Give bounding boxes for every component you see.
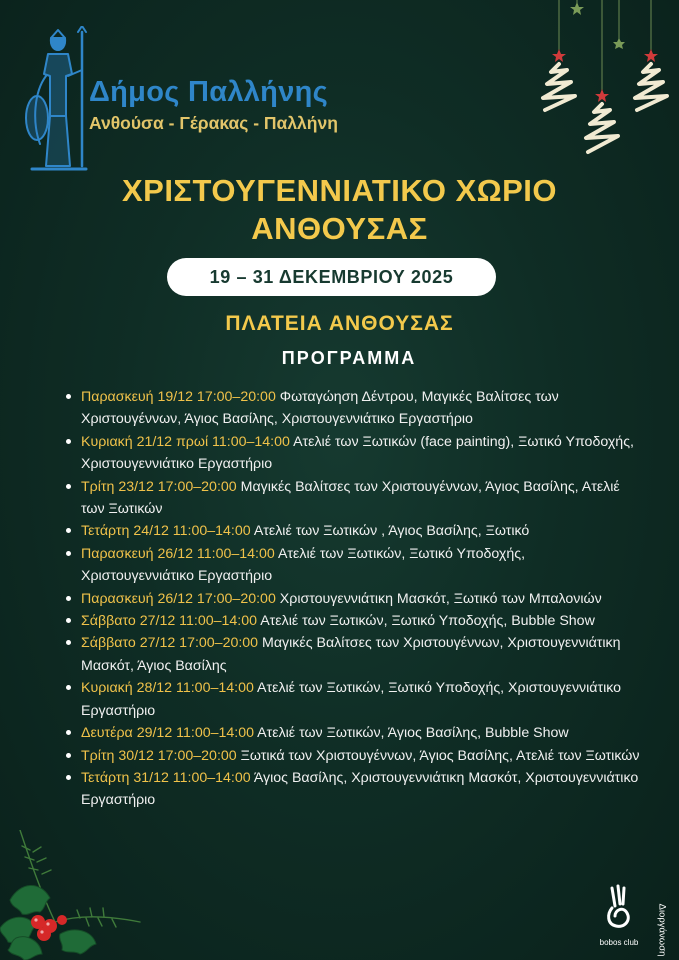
- list-item: [66, 520, 641, 542]
- schedule-when: Παρασκευή 26/12 17:00–20:00: [81, 590, 276, 607]
- schedule-activities: Ξωτικά των Χριστουγέννων, Άγιος Βασίλης, Ατελιέ των Ξωτικών: [240, 747, 640, 764]
- schedule-activities: Ατελιέ των Ξωτικών, Ξωτικό Υποδοχής, Bubble Show: [260, 613, 595, 630]
- holly-berries-icon: [0, 830, 150, 960]
- municipality-districts: Ανθούσα - Γέρακας - Παλλήνη: [89, 113, 338, 133]
- sponsor-name: bobos club: [599, 938, 639, 947]
- schedule-when: Τρίτη 23/12 17:00–20:00: [81, 478, 237, 495]
- event-title-line2: ΑΝΘΟΥΣΑΣ: [251, 211, 428, 246]
- schedule-activities: Ατελιέ των Ξωτικών, Ξωτικό Υποδοχής, Χριστουγεννιάτικο Εργαστήριο: [81, 680, 622, 719]
- municipality-logo: [89, 78, 338, 133]
- event-dates: 19 – 31 ΔΕΚΕΜΒΡΙΟΥ 2025: [209, 266, 454, 287]
- municipality-name: Δήμος Παλλήνης: [89, 76, 329, 108]
- schedule-activities: Ατελιέ των Ξωτικών (face painting), Ξωτικό Υποδοχής, Χριστουγεννιάτικο Εργαστήριο: [81, 433, 634, 473]
- organizer-credit-label: Διοργάνωση: [656, 903, 668, 957]
- organizer-credit: [650, 903, 674, 957]
- list-item: [66, 386, 641, 431]
- list-item: [66, 767, 641, 812]
- list-item: [66, 588, 641, 610]
- schedule-activities: Ατελιέ των Ξωτικών, Άγιος Βασίλης, Bubble Show: [257, 725, 569, 742]
- sponsor-logo: [596, 884, 642, 954]
- bobos-club-logo-icon: [603, 884, 635, 930]
- list-item: [66, 610, 641, 632]
- event-title: [0, 172, 679, 248]
- list-item: [66, 722, 641, 744]
- event-title-line1: ΧΡΙΣΤΟΥΓΕΝΝΙΑΤΙΚΟ ΧΩΡΙΟ: [121, 173, 558, 208]
- schedule-activities: Φωταγώηση Δέντρου, Μαγικές Βαλίτσες των Χριστουγέννων, Άγιος Βασίλης, Χριστουγεννιάτικο Εργαστήριο: [81, 389, 559, 428]
- christmas-tree-ornament-icon: [509, 0, 679, 170]
- schedule-when: Κυριακή 21/12 πρωί 11:00–14:00: [81, 433, 290, 450]
- schedule-activities: Άγιος Βασίλης, Χριστουγεννιάτικη Μασκότ, Χριστουγεννιάτικο Εργαστήριο: [81, 769, 639, 809]
- program-heading: ΠΡΟΓΡΑΜΜΑ: [281, 348, 417, 368]
- schedule-when: Παρασκευή 19/12 17:00–20:00: [81, 389, 276, 405]
- list-item: [66, 431, 641, 476]
- schedule-when: Δευτέρα 29/12 11:00–14:00: [81, 725, 254, 742]
- list-item: [66, 677, 641, 722]
- schedule-list: [66, 386, 641, 812]
- schedule-when: Κυριακή 28/12 11:00–14:00: [81, 680, 254, 697]
- list-item: [66, 745, 641, 767]
- schedule-when: Τετάρτη 31/12 11:00–14:00: [81, 769, 251, 786]
- schedule-activities: Χριστουγεννιάτικη Μασκότ, Ξωτικό των Μπαλονιών: [279, 590, 602, 607]
- list-item: [66, 543, 641, 588]
- event-dates-badge: [167, 258, 496, 296]
- schedule-activities: Ατελιέ των Ξωτικών, Ξωτικό Υποδοχής, Χριστουγεννιάτικο Εργαστήριο: [81, 545, 526, 585]
- schedule-when: Σάββατο 27/12 11:00–14:00: [81, 613, 258, 630]
- schedule-when: Παρασκευή 26/12 11:00–14:00: [81, 545, 275, 562]
- event-location: ΠΛΑΤΕΙΑ ΑΝΘΟΥΣΑΣ: [225, 312, 454, 335]
- schedule-activities: Μαγικές Βαλίτσες των Χριστουγέννων, Χριστουγεννιάτικη Μασκότ, Άγιος Βασίλης: [81, 635, 621, 674]
- schedule-when: Τετάρτη 24/12 11:00–14:00: [81, 523, 251, 540]
- schedule-activities: Ατελιέ των Ξωτικών , Άγιος Βασίλης, Ξωτικό: [253, 523, 530, 540]
- athena-statue-icon: [20, 26, 96, 174]
- schedule-when: Τρίτη 30/12 17:00–20:00: [81, 747, 237, 764]
- list-item: [66, 476, 641, 521]
- schedule-activities: Μαγικές Βαλίτσες των Χριστουγέννων, Άγιος Βασίλης, Ατελιέ των Ξωτικών: [81, 478, 620, 518]
- list-item: [66, 632, 641, 677]
- schedule-when: Σάββατο 27/12 17:00–20:00: [81, 635, 259, 652]
